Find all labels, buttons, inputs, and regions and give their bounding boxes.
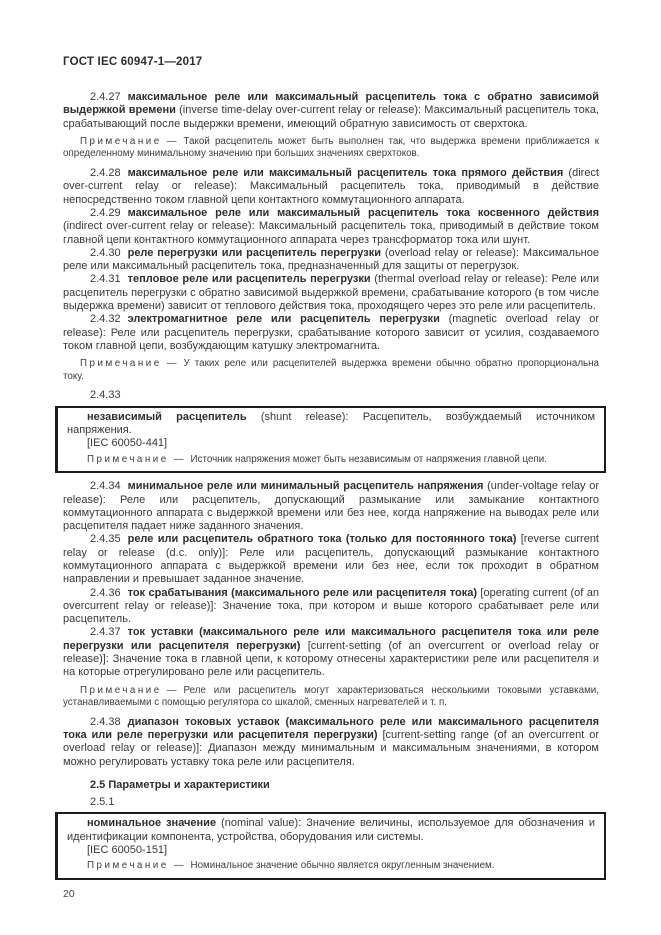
clause-number: 2.4.35 [90,533,121,546]
note-text: Источник напряжения может быть независимым от напряжения главной цепи. [190,453,547,465]
definition-text: [operating current (of an overcurrent relay or release)]: Значение тока, при котором и выше которого срабатывает реле или расцепитель. [63,586,599,626]
note-dash: — [173,860,184,872]
term-ru: максимальное реле или максимальный расцепитель тока косвенного действия [127,206,599,219]
clause-number: 2.4.27 [90,91,121,103]
note-text: Такой расцепитель может быть выполнен так, что выдержка времени приближается к определенному минимальному значению при больших значениях сверхтоков. [63,135,599,160]
definition-text: (shunt release): Расцепитель, возбуждаемый источником напряжения. [67,410,596,437]
document-body [63,91,599,880]
note-dash: — [166,135,177,147]
term-ru: максимальное реле или максимальный расцепитель тока прямого действия [127,167,564,180]
definition-text: (inverse time-delay over-current relay or release): Максимальный расцепитель тока, срабатывающий после выдержки времени, имеющий обратную зависимость от сверхтока. [63,104,599,130]
definition-text: (overload relay or release): Максимальное реле или максимальный расцепитель тока, предназначенный для защиты от перегрузок. [63,246,599,273]
definition-text: [reverse current relay or release (d.c. only)]: Реле или расцепитель, допускающий размыкание контактного коммутационного аппарата с выдержкой времени или без нее, если ток проходит в обратном направлении и превышает заданное значение. [63,533,599,586]
box-note [67,860,595,873]
clause-2-4-33: 2.4.33 [90,389,121,402]
note-text: Номинальное значение обычно является округленным значением. [190,860,495,872]
definition-text: (nominal value): Значение величины, используемое для обозначения и идентификации компонента, устройства, оборудования или системы. [67,817,595,843]
definition-2-4-38 [63,716,599,769]
iec-definition-box-nominal-value [55,812,606,879]
clause-number: 2.4.30 [90,246,121,259]
definition-text: [current-setting (of an overcurrent or overload relay or release)]: Значение тока в главной цепи, к которому отнесены характеристики реле или расцепителя и на которые отрегулировано реле или расцепитель. [63,639,600,679]
term-ru: номинальное значение [87,817,217,830]
clause-number: 2.4.34 [90,480,121,493]
clause-number: 2.4.28 [90,167,121,180]
definition-2-4-29 [63,207,599,247]
note-label: Примечание [80,135,162,147]
note-dash: — [166,684,177,696]
definition-text: (direct over-current relay or release): Максимальный расцепитель тока, приводимый в действие непосредственно током главной цепи контактного коммутационного аппарата. [63,167,599,206]
definition-2-4-31 [63,273,599,313]
term-ru: максимальное реле или максимальный расцепитель тока с обратно зависимой выдержкой времени [63,91,599,117]
term-ru: диапазон токовых уставок (максимального реле или максимального расцепителя тока или реле перегрузки или расцепителя перегрузки) [63,715,599,742]
iec-reference: [IEC 60050-441] [87,437,168,450]
iec-reference: [IEC 60050-151] [87,843,168,856]
term-ru: электромагнитное реле или расцепитель перегрузки [127,313,440,326]
section-heading-2-5: 2.5 Параметры и характеристики [90,779,270,792]
note-text: Реле или расцепитель могут характеризоваться несколькими токовыми уставками, устанавливаемыми с помощью регулятора со шкалой, сменных нагревателей и т. п. [63,684,599,709]
note-2-4-27 [63,136,599,161]
note-dash: — [166,358,177,370]
term-ru: ток уставки (максимального реле или максимального расцепителя тока или реле перегрузки или расцепителя перегрузки) [63,626,599,652]
clause-number: 2.4.36 [90,586,121,599]
definition-2-4-36 [63,587,599,627]
definition-2-4-28 [63,167,599,207]
definition-2-4-32 [63,313,599,353]
definition-2-4-35 [63,533,599,586]
definition-text: (indirect over-current relay or release): Максимальный расцепитель тока, приводимый в действие током главной цепи контактного коммутационного аппарата через трансформатор тока или шунт. [63,220,599,246]
term-ru: независимый расцепитель [87,410,247,423]
definition-text: (magnetic overload relay or release): Реле или расцепитель перегрузки, срабатывание которого зависит от усилия, создаваемого током главной цепи, возбуждающим катушку электромагнита. [63,313,599,352]
definition-text: [current-setting range (of an overcurrent or overload relay or release)]: Диапазон между минимальным и максимальным значениями, в котором можно регулировать уставку тока реле или расцепителя. [63,729,599,768]
box-note [67,454,595,467]
definition-2-4-30 [63,247,599,274]
note-label: Примечание [80,358,162,370]
clause-2-5-1: 2.5.1 [90,796,115,809]
clause-number: 2.4.37 [90,626,121,639]
note-dash: — [173,453,184,465]
note-2-4-37 [63,685,599,710]
clause-number: 2.4.29 [90,206,121,219]
clause-number: 2.4.31 [90,273,121,286]
note-label: Примечание [87,453,169,465]
box-definition [67,411,595,438]
note-text: У таких реле или расцепителей выдержка времени обычно обратно пропорциональна току. [63,358,599,382]
term-ru: реле или расцепитель обратного тока (только для постоянного тока) [127,533,517,546]
definition-text: (thermal overload relay or release): Реле или расцепитель перегрузки с обратно зависимой выдержкой времени, срабатывание которого (в том числе выдержка времени) зависит от теплового действия тока, проходящего через это реле или расцепитель. [63,273,599,313]
definition-2-4-37 [63,626,599,679]
box-definition [67,817,595,844]
term-ru: ток срабатывания (максимального реле или расцепителя тока) [127,586,477,599]
definition-2-4-27 [63,91,599,131]
clause-number: 2.4.32 [90,313,121,326]
term-ru: реле перегрузки или расцепитель перегрузки [127,246,381,259]
iec-definition-box-shunt-release [55,406,606,473]
note-label: Примечание [87,860,169,872]
term-ru: тепловое реле или расцепитель перегрузки [127,273,371,286]
definition-text: (under-voltage relay or release): Реле или расцепитель, допускающий размыкание или замыкание контактного коммутационного аппарата с выдержкой времени или без нее, когда напряжение на выводах реле или расцепителя падает ниже заданного значения. [63,480,599,533]
clause-number: 2.4.38 [90,715,121,728]
definition-2-4-34 [63,480,599,533]
note-label: Примечание [80,684,162,696]
term-ru: минимальное реле или минимальный расцепитель напряжения [127,480,484,493]
page-number: 20 [63,887,75,900]
note-2-4-32 [63,358,599,383]
document-header: ГОСТ IEC 60947-1—2017 [63,56,203,68]
